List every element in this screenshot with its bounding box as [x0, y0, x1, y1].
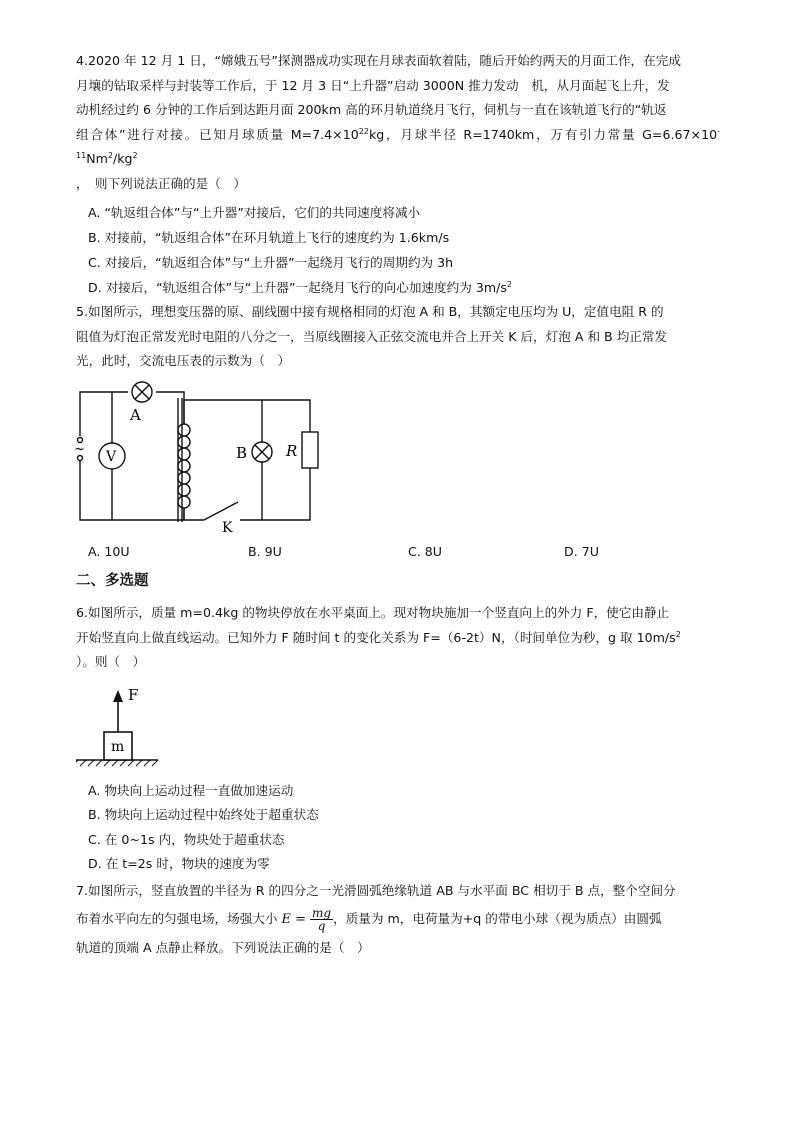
- q5-option-d: D. 7U: [564, 544, 599, 559]
- q4-option-a: A. “轨返组合体”与“上升器”对接后，它们的共同速度将减小: [88, 205, 421, 220]
- q7-stem-line-3: 轨道的顶端 A 点静止释放。下列说法正确的是（ ）: [76, 940, 370, 955]
- q7-stem: [76, 877, 720, 962]
- q6-stem-line-3: ）。则（ ）: [76, 654, 146, 669]
- q6-stem-line-1: 6.如图所示，质量 m=0.4kg 的物块停放在水平桌面上。现对物块施加一个竖直向上的外力 F，使它由静止: [76, 605, 670, 620]
- lamp-a-label: A: [130, 406, 141, 424]
- section-title: 二、多选题: [76, 573, 149, 589]
- formula-numerator: mg: [312, 906, 332, 920]
- voltmeter-label: V: [106, 449, 117, 465]
- q4-stem-line-4: 组合体”进行对接。已知月球质量 $M=7.4\times 10^{22}kg$，月球半径 R=1740km，万有引力常量 $G=6.67\times 10^{-11}Nm^2/kg^2$: [76, 126, 720, 166]
- transformer-circuit-figure: [72, 380, 332, 540]
- q4-stem-line-5: ， 则下列说法正确的是（ ）: [76, 175, 247, 191]
- q4-stem-line-3: 动机经过约 6 分钟的工作后到达距月面 200km 高的环月轨道绕月飞行，伺机与一直在该轨道飞行的“轨返: [76, 102, 667, 117]
- q6-option-a: A. 物块向上运动过程一直做加速运动: [88, 783, 294, 798]
- q4-option-c: C. 对接后，“轨返组合体”与“上升器”一起绕月飞行的周期约为 3h: [88, 255, 454, 270]
- q5-stem-line-2: 阻值为灯泡正常发光时电阻的八分之一，当原线圈接入正弦交流电并合上开关 K 后，灯泡 A 和 B 均正常发: [76, 328, 668, 344]
- q4-stem: [76, 49, 720, 196]
- q5-stem-line-1: 5.如图所示，理想变压器的原、副线圈中接有规格相同的灯泡 A 和 B，其额定电压均为 U，定值电阻 R 的: [76, 304, 664, 319]
- ac-source-label: ~: [74, 442, 85, 457]
- mass-label: m: [111, 739, 125, 755]
- q4-stem-line-1: 4.2020 年 12 月 1 日，“嫦娥五号”探测器成功实现在月球表面软着陆，随后开始约两天的月面工作，在完成: [76, 53, 681, 68]
- q7-stem-line-1: 7.如图所示，竖直放置的半径为 R 的四分之一光滑圆弧绝缘轨道 AB 与水平面 BC 相切于 B 点，整个空间分: [76, 883, 676, 898]
- q5-options: [88, 544, 728, 564]
- q7-stem-line-2: 布着水平向左的匀强电场，场强大小 E = $\frac{mg}{q}$ ，质量为 m，电荷量为+q 的带电小球（视为质点）由圆弧: [76, 906, 662, 933]
- q4-option-b: B. 对接前，“轨返组合体”在环月轨道上飞行的速度约为 1.6km/s: [88, 230, 450, 245]
- q6-option-b: B. 物块向上运动过程中始终处于超重状态: [88, 807, 319, 822]
- block-force-figure: [76, 684, 166, 768]
- q4-option-d: D. 对接后，“轨返组合体”与“上升器”一起绕月飞行的向心加速度约为 $3m/s^2$: [88, 279, 513, 295]
- field-formula-fraction: [310, 907, 333, 932]
- resistor-label: R: [286, 442, 298, 460]
- q6-option-d: D. 在 t=2s 时，物块的速度为零: [88, 856, 270, 871]
- field-formula-e: E =: [281, 912, 307, 927]
- q6-stem-line-2: 开始竖直向上做直线运动。已知外力 F 随时间 t 的变化关系为 F=（6-2t）N，（时间单位为秒，g 取 $10m/s^2$: [76, 629, 681, 645]
- q6-stem: [76, 601, 720, 675]
- lamp-b-label: B: [236, 444, 248, 462]
- force-label: F: [128, 686, 139, 704]
- q5-stem: [76, 300, 720, 374]
- q4-stem-line-2: 月壤的钻取采样与封装等工作后，于 12 月 3 日“上升器”启动 3000N 推力发动 机，从月面起飞上升，发: [76, 77, 670, 93]
- q5-stem-line-3: 光，此时，交流电压表的示数为（ ）: [76, 353, 291, 368]
- formula-denominator: q: [317, 919, 326, 933]
- q5-option-b: B. 9U: [248, 544, 282, 559]
- q5-option-c: C. 8U: [408, 544, 443, 559]
- q6-option-c: C. 在 0~1s 内，物块处于超重状态: [88, 832, 285, 847]
- switch-label: K: [222, 520, 233, 536]
- q5-option-a: A. 10U: [88, 544, 130, 559]
